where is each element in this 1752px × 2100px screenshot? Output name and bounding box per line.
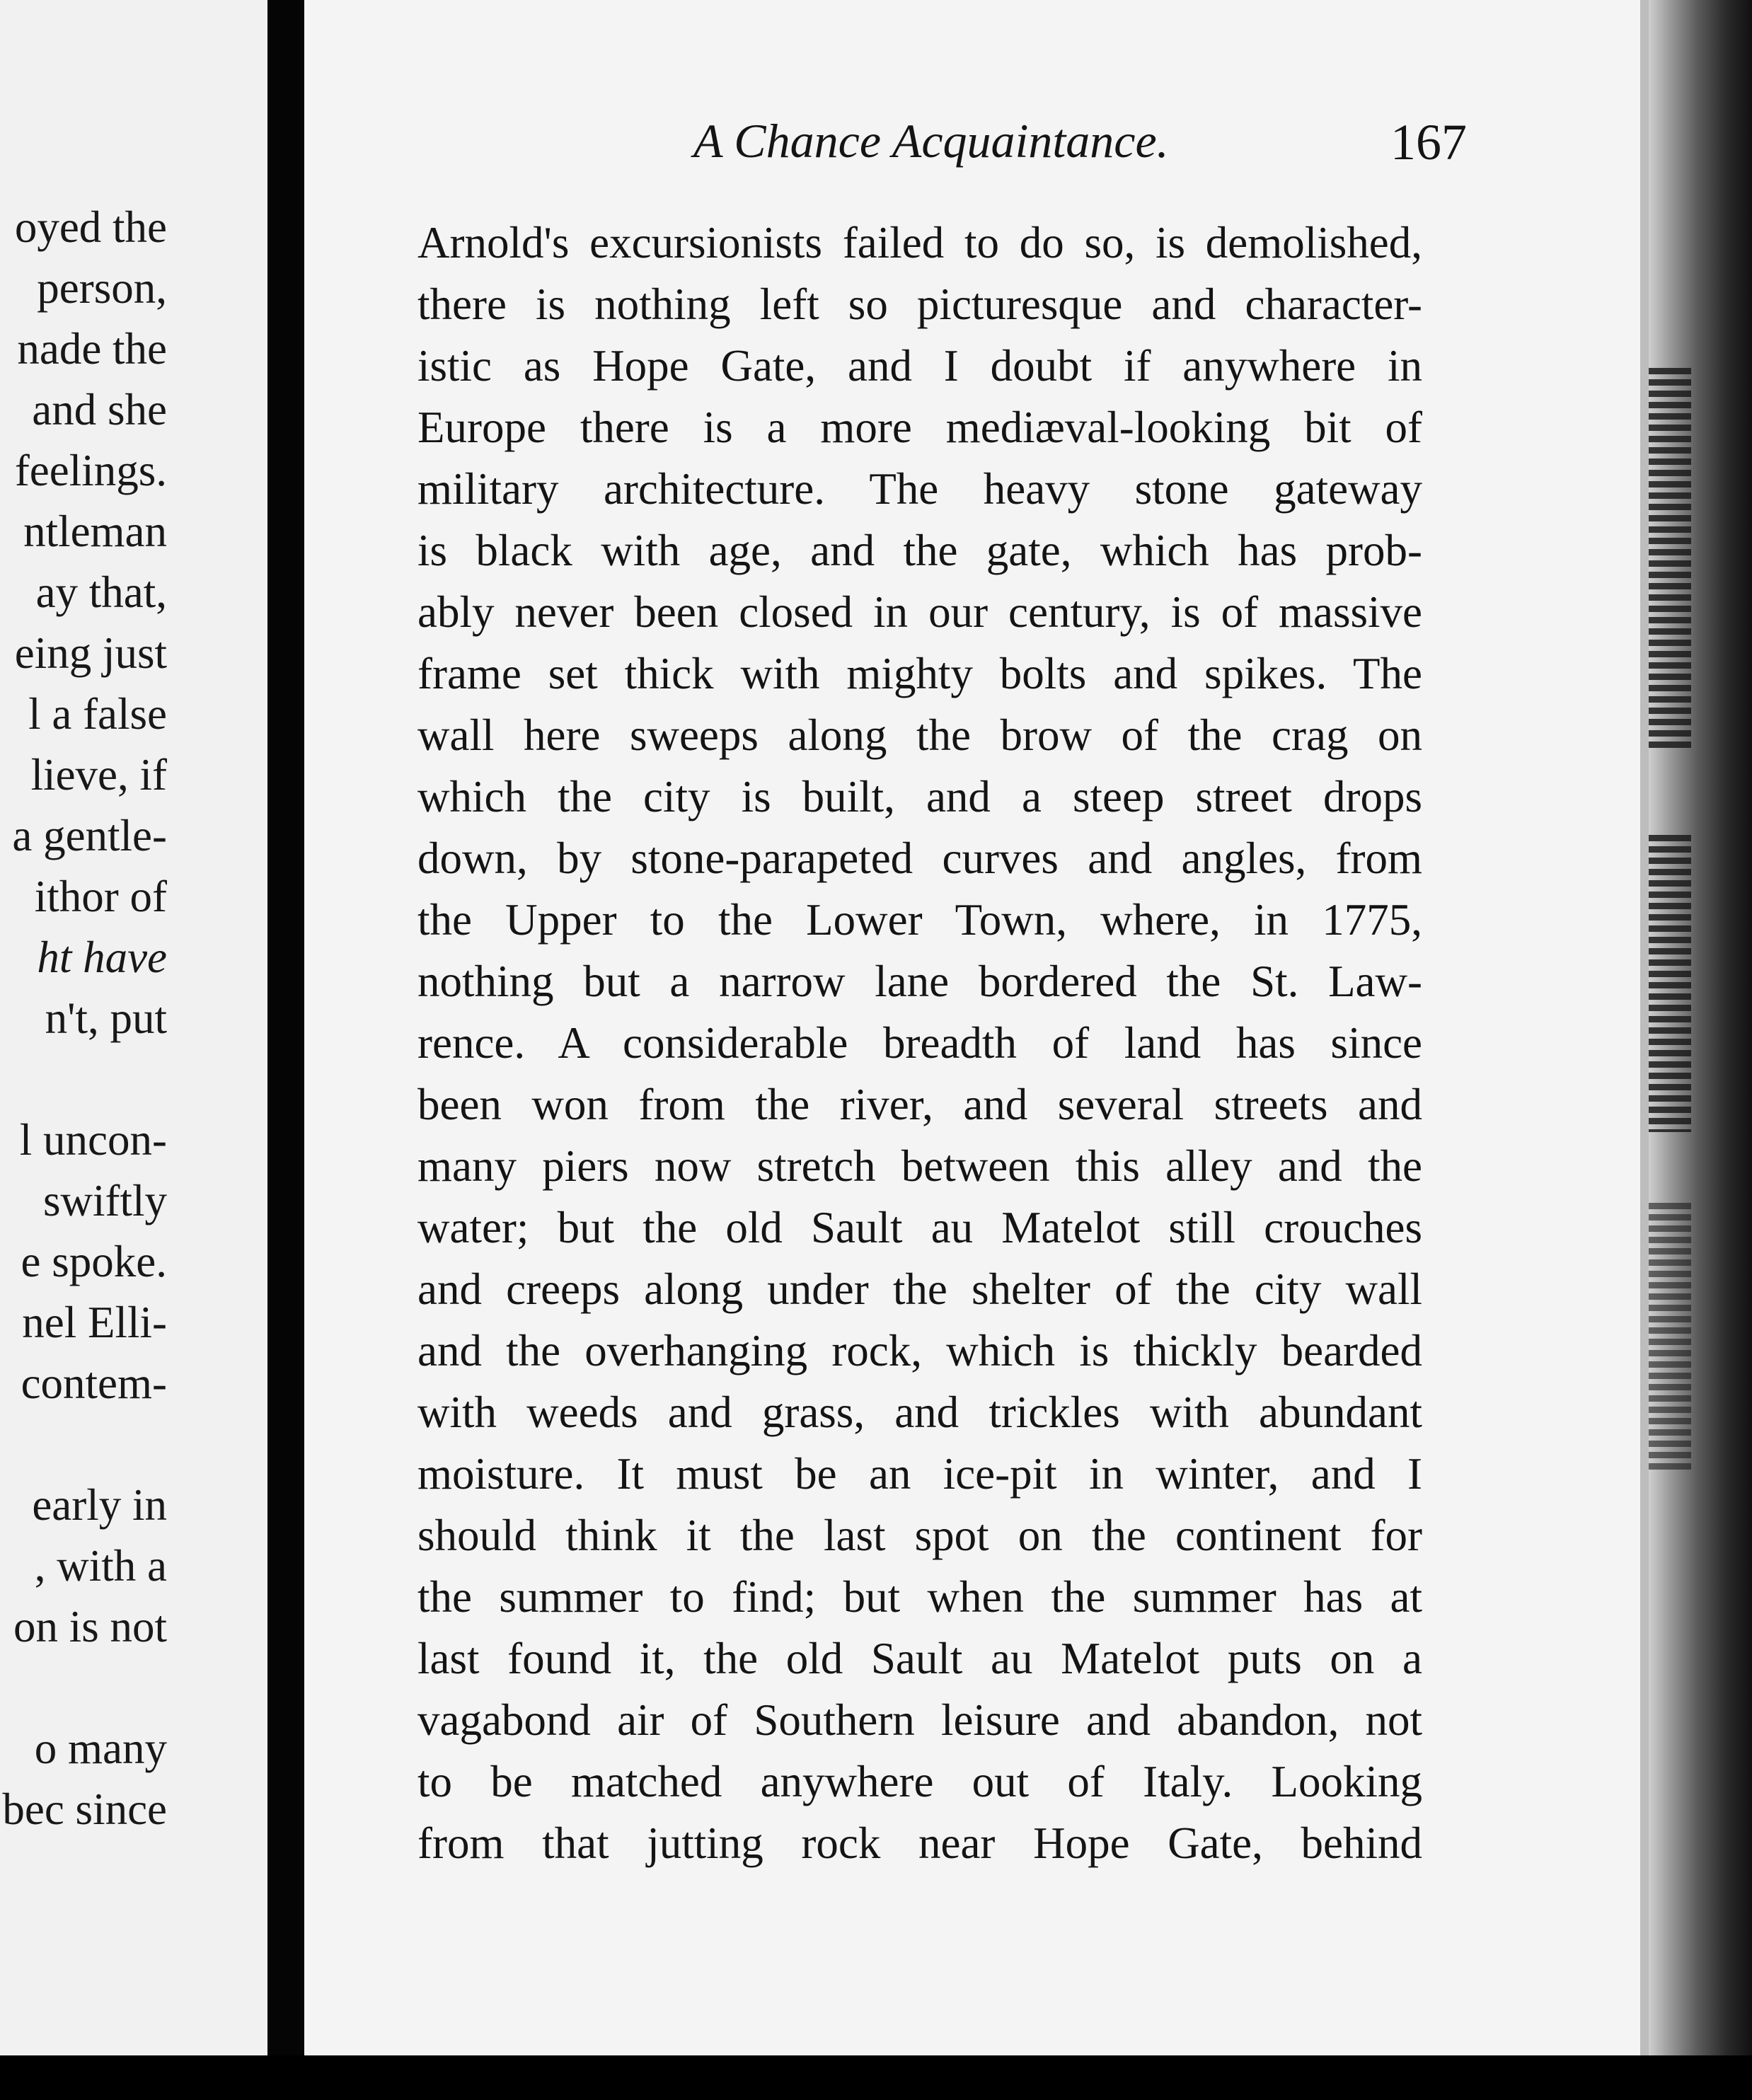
body-line: the summer to find; but when the summer has at [417,1572,1422,1622]
left-page-line: contem- [21,1358,167,1408]
show-through-text [1649,1203,1691,1472]
body-line: istic as Hope Gate, and I doubt if anywhere in [417,341,1422,391]
body-line: is black with age, and the gate, which has prob- [417,526,1422,575]
body-text [417,212,1422,1874]
body-line: Arnold's excursionists failed to do so, is demolished, [417,218,1422,267]
body-line: there is nothing left so picturesque and character- [417,279,1422,329]
body-line: military architecture. The heavy stone gateway [417,464,1422,514]
body-line: wall here sweeps along the brow of the crag on [417,710,1422,760]
left-page-line: nel Elli- [22,1298,167,1347]
body-line: last found it, the old Sault au Matelot puts on a [417,1634,1422,1683]
left-page-line: person, [37,263,167,313]
body-line: been won from the river, and several streets and [417,1080,1422,1129]
body-line: to be matched anywhere out of Italy. Looking [417,1757,1422,1806]
body-line: many piers now stretch between this alley and the [417,1141,1422,1191]
left-page-line: o many [34,1724,167,1773]
body-line: frame set thick with mighty bolts and spikes. The [417,649,1422,698]
left-page-line: , with a [34,1541,167,1591]
left-page-line: ht have [37,933,167,982]
body-line: with weeds and grass, and trickles with abundant [417,1388,1422,1437]
body-line: should think it the last spot on the continent for [417,1511,1422,1560]
left-page-line: ithor of [34,872,167,921]
left-page-line: swiftly [42,1176,167,1225]
body-line: which the city is built, and a steep street drops [417,772,1422,821]
previous-page [0,0,267,2100]
scan-bottom-border [0,2055,1752,2100]
left-page-line: l uncon- [19,1115,167,1165]
show-through-text [1649,368,1691,750]
left-page-line: and she [32,385,167,434]
left-page-line: l a false [28,689,167,739]
running-header-title: A Chance Acquaintance. [693,114,1169,168]
left-page-line: e spoke. [21,1237,167,1286]
show-through-text [1649,835,1691,1132]
body-line: water; but the old Sault au Matelot still crouches [417,1203,1422,1252]
body-line: down, by stone-parapeted curves and angles, from [417,833,1422,883]
book-gutter [267,0,304,2100]
left-page-line: bec since [2,1784,167,1834]
left-page-line: a gentle- [12,811,167,860]
left-page-line: early in [32,1480,167,1530]
left-page-line: lieve, if [30,750,167,800]
left-page-line: on is not [13,1602,167,1651]
body-line: from that jutting rock near Hope Gate, behind [417,1818,1422,1868]
left-page-line: oyed the [14,202,167,252]
current-page [304,0,1649,2100]
left-page-line: feelings. [14,446,167,495]
left-page-line: ay that, [35,567,167,617]
body-line: the Upper to the Lower Town, where, in 1775, [417,895,1422,945]
body-line: moisture. It must be an ice-pit in winter, and I [417,1449,1422,1499]
left-page-line: ntleman [23,507,167,556]
left-page-line: eing just [14,628,167,678]
left-page-line: nade the [17,324,167,374]
body-line: and creeps along under the shelter of the city wall [417,1264,1422,1314]
left-page-line: n't, put [45,993,167,1043]
body-line: ably never been closed in our century, is of massive [417,587,1422,637]
body-line: rence. A considerable breadth of land has since [417,1018,1422,1068]
body-line: nothing but a narrow lane bordered the St. Law- [417,957,1422,1006]
body-line: Europe there is a more mediæval-looking bit of [417,403,1422,452]
body-line: and the overhanging rock, which is thickly bearded [417,1326,1422,1375]
page-number: 167 [1390,114,1467,171]
body-line: vagabond air of Southern leisure and abandon, not [417,1695,1422,1745]
